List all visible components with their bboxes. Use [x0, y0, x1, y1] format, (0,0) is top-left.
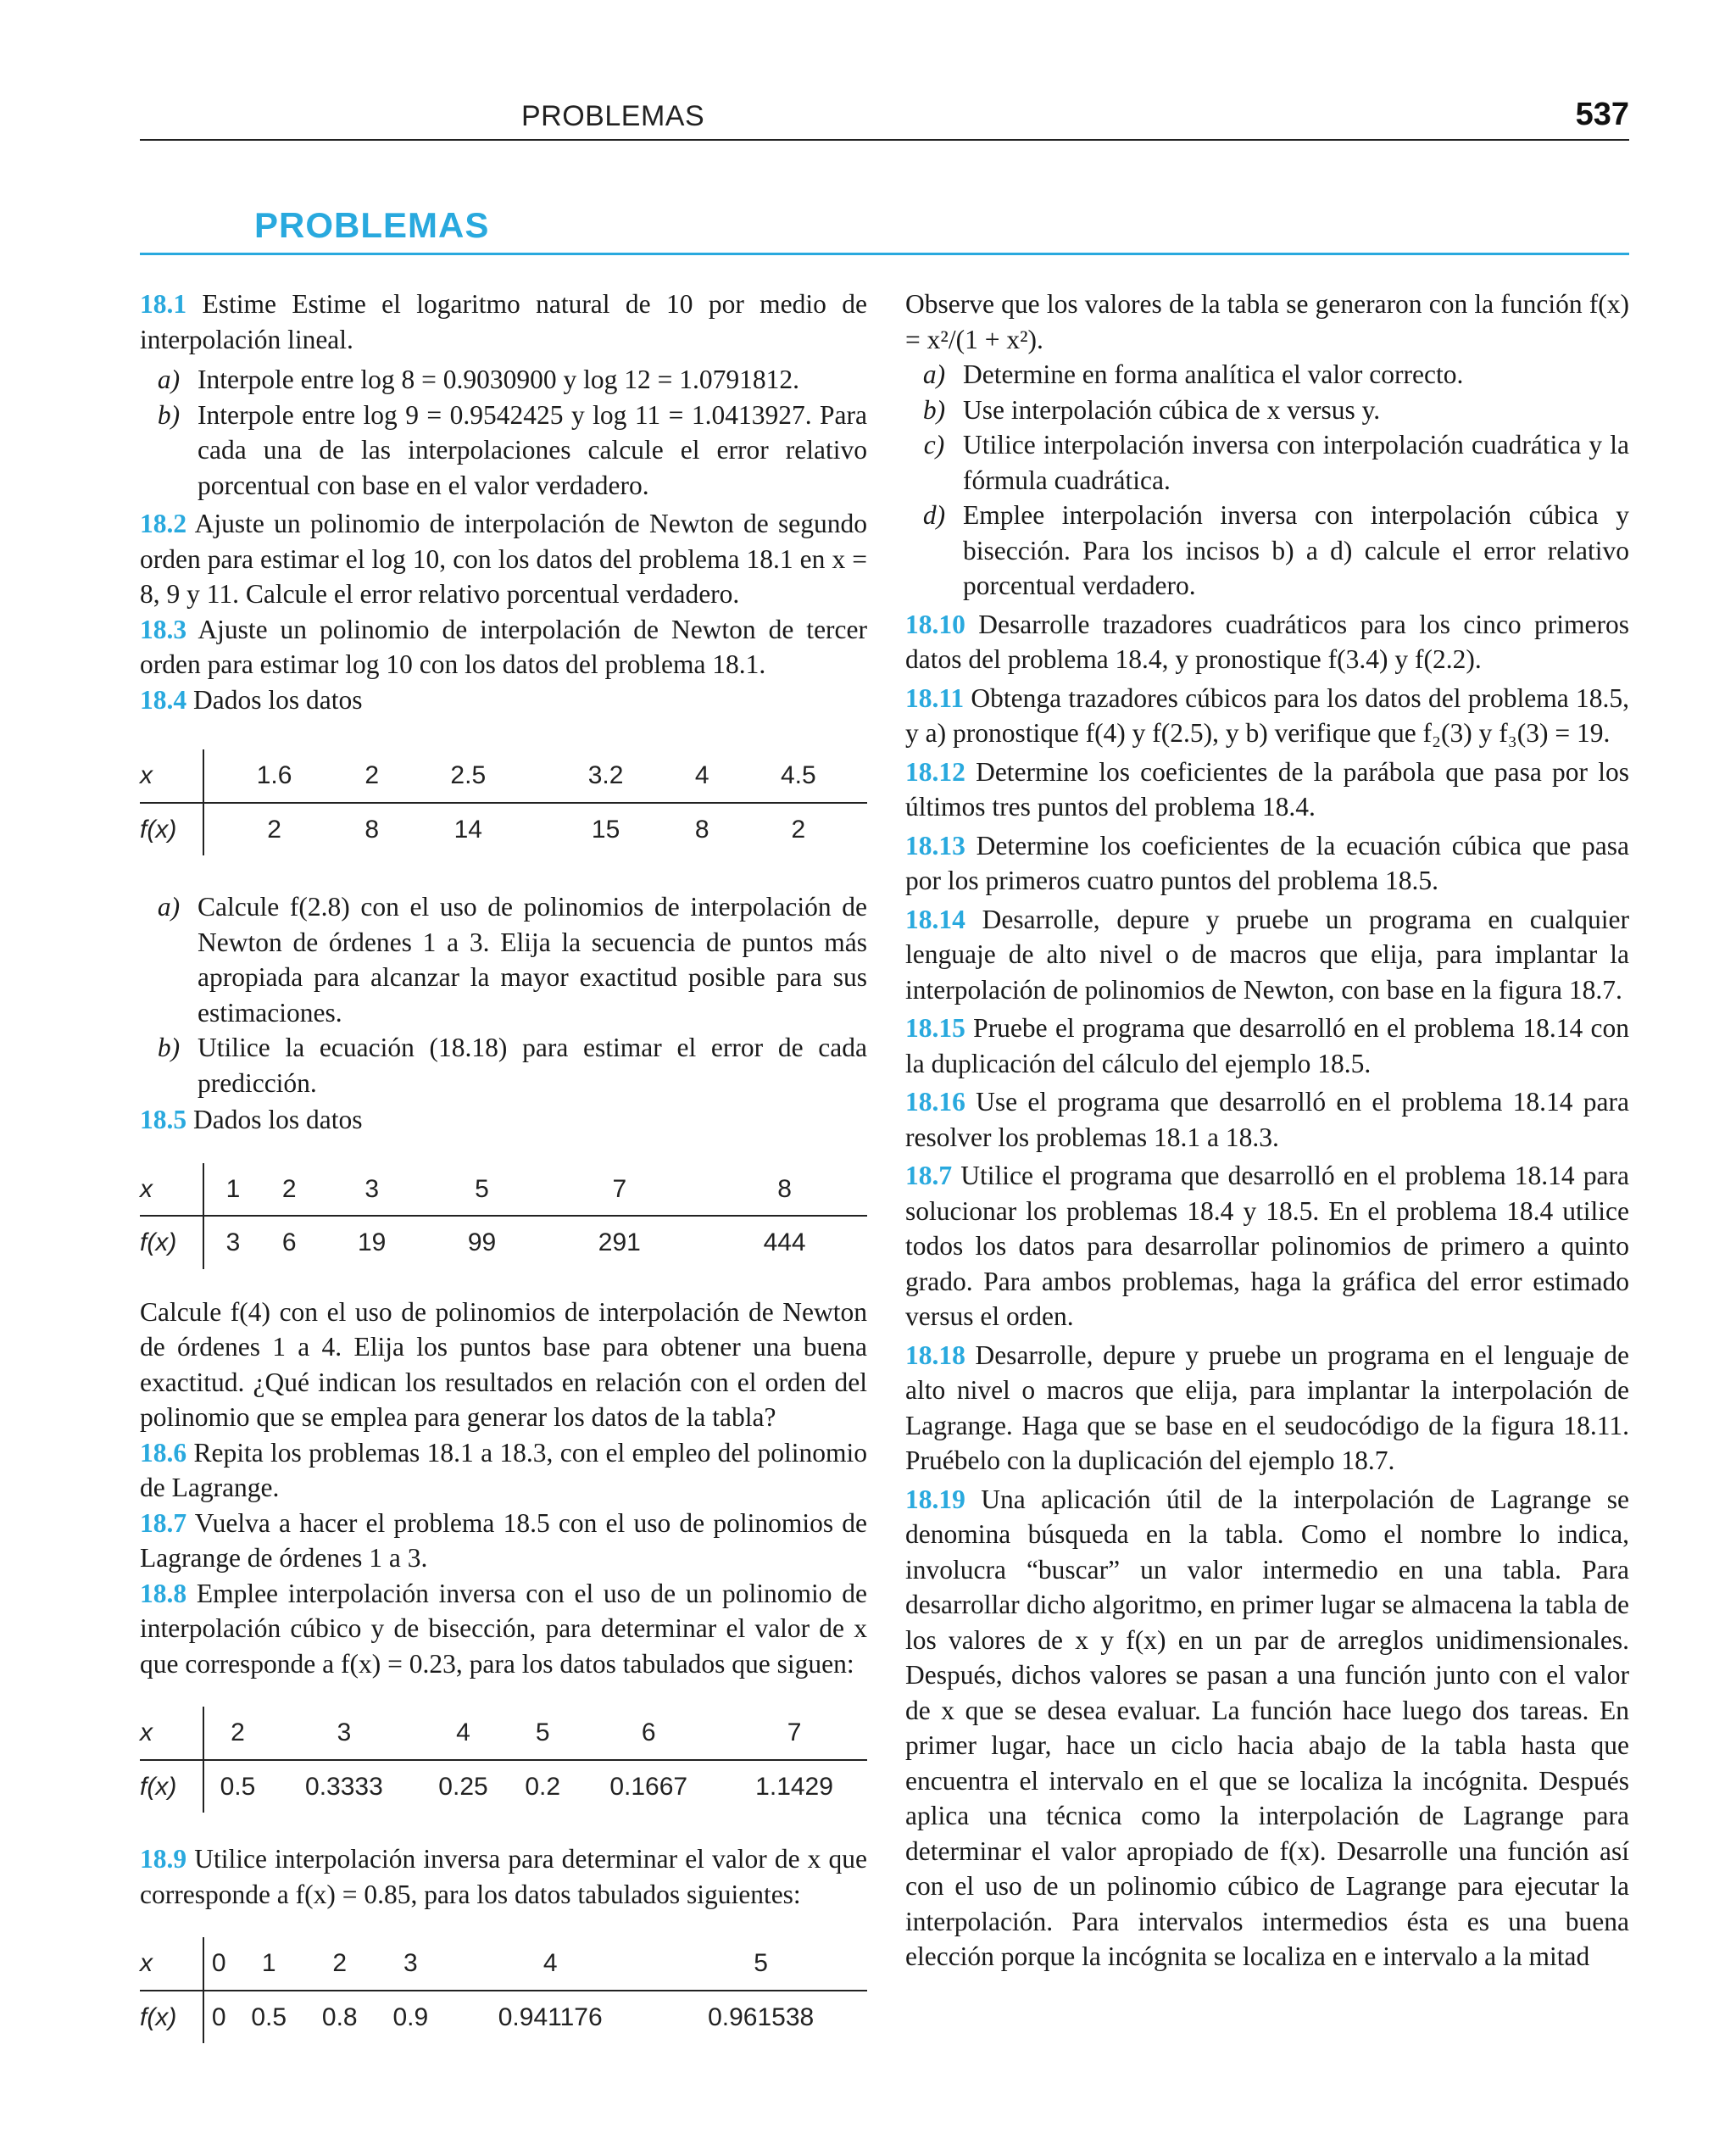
problem-18-16 [905, 1084, 1629, 1155]
problem-number: 18.13 [905, 830, 965, 861]
problem-number: 18.15 [905, 1013, 965, 1043]
problem-18-14 [905, 902, 1629, 1008]
problem-text: Una aplicación útil de la interpolación de Lagrange se denomina búsqueda en la tabla. Como el nombre lo indica, involucra “buscar” un valor intermedio en una tabla. Para desarrollar dicho algoritmo, en primer lugar se almacena la tabla de los valores de x y f(x) en un par de arreglos unidimensionales. Después, dichos valores se pasan a una función junto con el valor de x que se desea evaluar. La función hace luego dos tareas. En primer lugar, hace un ciclo hacia abajo de la tabla hasta que encuentra el intervalo en el que se localiza la incógnita. Después aplica una técnica como la interpolación de Lagrange para determinar el valor apropiado de f(x). Desarrolle una función así con el uso de un polinomio cúbico de Lagrange para ejecutar la interpolación. Para intervalos intermedios ésta es una buena elección porque la incógnita se localiza en e intervalo a la mitad [905, 1484, 1629, 1971]
data-table-18-9: x 0 1 2 3 4 5 f(x) 0 0.5 0.8 0.9 0.941176 0.961538 [140, 1937, 867, 2043]
problem-number: 18.18 [905, 1340, 965, 1370]
problem-text: Determine los coeficientes de la parábola que pasa por los últimos tres puntos del problema 18.4. [905, 756, 1629, 822]
problem-text: Vuelva a hacer el problema 18.5 con el uso de polinomios de Lagrange de órdenes 1 a 3. [140, 1507, 867, 1573]
problem-text: Desarrolle, depure y pruebe un programa en el lenguaje de alto nivel o macros que elija, para implantar la interpolación de Lagrange. Haga que se base en el seudocódigo de la figura 18.11. Pruébelo con la duplicación del ejemplo 18.7. [905, 1340, 1629, 1475]
problem-text: Determine los coeficientes de la ecuación cúbica que pasa por los primeros cuatro puntos del problema 18.5. [905, 830, 1629, 895]
problem-text: Calcule f(4) con el uso de polinomios de interpolación de Newton de órdenes 1 a 4. Elija los puntos base para obtener una buena exactitud. ¿Qué indican los resultados en relación con el orden del polinomio que se emplea para generar los datos de la tabla? [140, 1296, 867, 1432]
section-title: PROBLEMAS [254, 205, 490, 245]
problem-18-18 [905, 1338, 1629, 1479]
problem-number: 18.4 [140, 684, 187, 715]
problem-18-2 [140, 506, 867, 612]
problem-number: 18.6 [140, 1437, 187, 1468]
problem-number: 18.11 [905, 682, 965, 713]
table-row-label: f(x) [140, 803, 203, 856]
problem-number: 18.1 [140, 289, 187, 319]
running-header [140, 95, 1629, 141]
table-row-label: x [140, 1707, 203, 1760]
problem-number: 18.19 [905, 1484, 965, 1514]
list-item: b) Interpole entre log 9 = 0.9542425 y log 11 = 1.0413927. Para cada una de las interpolaciones calcule el error relativo porcentual con base en el valor verdadero. [157, 399, 867, 500]
problem-18-13 [905, 828, 1629, 899]
problem-18-7 [140, 1506, 867, 1576]
list-item: a) Determine en forma analítica el valor correcto. [922, 359, 1464, 389]
problem-text: Emplee interpolación inversa con el uso de un polinomio de interpolación cúbico y de bisección, para determinar el valor de x que corresponde a f(x) = 0.23, para los datos tabulados que siguen: [140, 1578, 867, 1679]
table-row-label: x [140, 1163, 203, 1217]
right-column [905, 287, 1629, 1975]
data-table-18-5: x 1 2 3 5 7 8 f(x) 3 6 19 99 291 444 [140, 1163, 867, 1269]
problem-number: 18.3 [140, 614, 187, 644]
list-item: c) Utilice interpolación inversa con interpolación cuadrática y la fórmula cuadrática. [923, 430, 1629, 495]
section-header [140, 203, 1629, 255]
problem-text: Obtenga trazadores cúbicos para los datos del problema 18.5, y a) pronostique f(4) y f(2.5), y b) verifique que f₂(3) y f₃(3) = 19. [905, 682, 1629, 748]
table-row-label: f(x) [140, 1216, 203, 1269]
problem-text: Utilice interpolación inversa para determinar el valor de x que corresponde a f(x) = 0.85, para los datos tabulados siguientes: [140, 1844, 867, 1909]
problem-number: 18.9 [140, 1844, 187, 1874]
problem-18-15 [905, 1011, 1629, 1081]
problem-18-12 [905, 755, 1629, 825]
problem-number: 18.7 [905, 1161, 953, 1190]
problem-number: 18.14 [905, 904, 965, 934]
problem-18-6 [140, 1435, 867, 1506]
table-row-label: f(x) [140, 1760, 203, 1813]
problem-18-9-continued [905, 287, 1629, 604]
problem-18-5 [140, 1102, 867, 1435]
problem-text: Pruebe el programa que desarrolló en el problema 18.14 con la duplicación del cálculo del ejemplo 18.5. [905, 1013, 1629, 1078]
problem-text: Utilice el programa que desarrolló en el problema 18.14 para solucionar los problemas 18.4 y 18.5. En el problema 18.4 utilice todos los datos para desarrollar polinomios de primero a quinto grado. Para ambos problemas, haga la gráfica del error estimado versus el orden. [905, 1161, 1629, 1331]
problem-text: Desarrolle, depure y pruebe un programa en cualquier lenguaje de alto nivel o de macros que elija, para implantar la interpolación de polinomios de Newton, con base en la figura 18.7. [905, 904, 1629, 1005]
problem-18-10 [905, 607, 1629, 677]
list-item: a) Calcule f(2.8) con el uso de polinomios de interpolación de Newton de órdenes 1 a 3. Elija la secuencia de puntos más apropiada para alcanzar la mayor exactitud posible para sus estimaciones. [157, 892, 867, 1028]
left-column [140, 287, 867, 2043]
list-item: d) Emplee interpolación inversa con interpolación cúbica y bisección. Para los incisos b) a d) calcule el error relativo porcentual verdadero. [922, 500, 1629, 600]
problem-18-1 [140, 287, 867, 503]
problem-number: 18.12 [905, 756, 965, 787]
problem-18-19 [905, 1482, 1629, 1975]
problem-number: 18.2 [140, 509, 187, 538]
list-item: a) Interpole entre log 8 = 0.9030900 y log 12 = 1.0791812. [157, 365, 800, 394]
problem-text: Estime Estime el logaritmo natural de 10 por medio de interpolación lineal. [140, 289, 867, 354]
problem-number: 18.16 [905, 1087, 965, 1117]
problem-text: Observe que los valores de la tabla se generaron con la función f(x) = x²/(1 + x²). [905, 289, 1629, 354]
problem-18-11 [905, 681, 1629, 751]
problem-18-9 [140, 1841, 867, 2043]
problem-18-3 [140, 612, 867, 682]
problem-text: Dados los datos [186, 1105, 363, 1134]
problem-number: 18.7 [140, 1507, 187, 1538]
problem-text: Repita los problemas 18.1 a 18.3, con el empleo del polinomio de Lagrange. [140, 1437, 867, 1502]
problem-text: Use el programa que desarrolló en el problema 18.14 para resolver los problemas 18.1 a 18.3. [905, 1087, 1629, 1152]
page-number: 537 [1575, 97, 1629, 132]
running-title: PROBLEMAS [521, 100, 705, 132]
problem-number: 18.10 [905, 609, 965, 639]
problem-text: Ajuste un polinomio de interpolación de Newton de segundo orden para estimar el log 10, con los datos del problema 18.1 en x = 8, 9 y 11. Calcule el error relativo porcentual verdadero. [140, 509, 867, 609]
table-row-label: x [140, 1937, 203, 1991]
problem-18-17 [905, 1158, 1629, 1334]
table-row-label: f(x) [140, 1991, 203, 2044]
problem-number: 18.8 [140, 1578, 187, 1608]
problem-18-4 [140, 682, 867, 1101]
problem-text: Ajuste un polinomio de interpolación de Newton de tercer orden para estimar log 10 con los datos del problema 18.1. [140, 614, 867, 679]
problem-text: Desarrolle trazadores cuadráticos para los cinco primeros datos del problema 18.4, y pronostique f(3.4) y f(2.2). [905, 609, 1629, 674]
table-row-label: x [140, 749, 203, 803]
problem-number: 18.5 [140, 1105, 187, 1134]
data-table-18-8: x 2 3 4 5 6 7 f(x) 0.5 0.3333 0.25 0.2 0.1667 1.1429 [140, 1707, 867, 1813]
problem-18-8 [140, 1576, 867, 1813]
problem-text: Dados los datos [186, 684, 363, 715]
list-item: b) Use interpolación cúbica de x versus y. [922, 394, 1381, 425]
list-item: b) Utilice la ecuación (18.18) para estimar el error de cada predicción. [157, 1033, 867, 1098]
data-table-18-4: x 1.6 2 2.5 3.2 4 4.5 f(x) 2 8 14 15 8 2 [140, 749, 867, 855]
